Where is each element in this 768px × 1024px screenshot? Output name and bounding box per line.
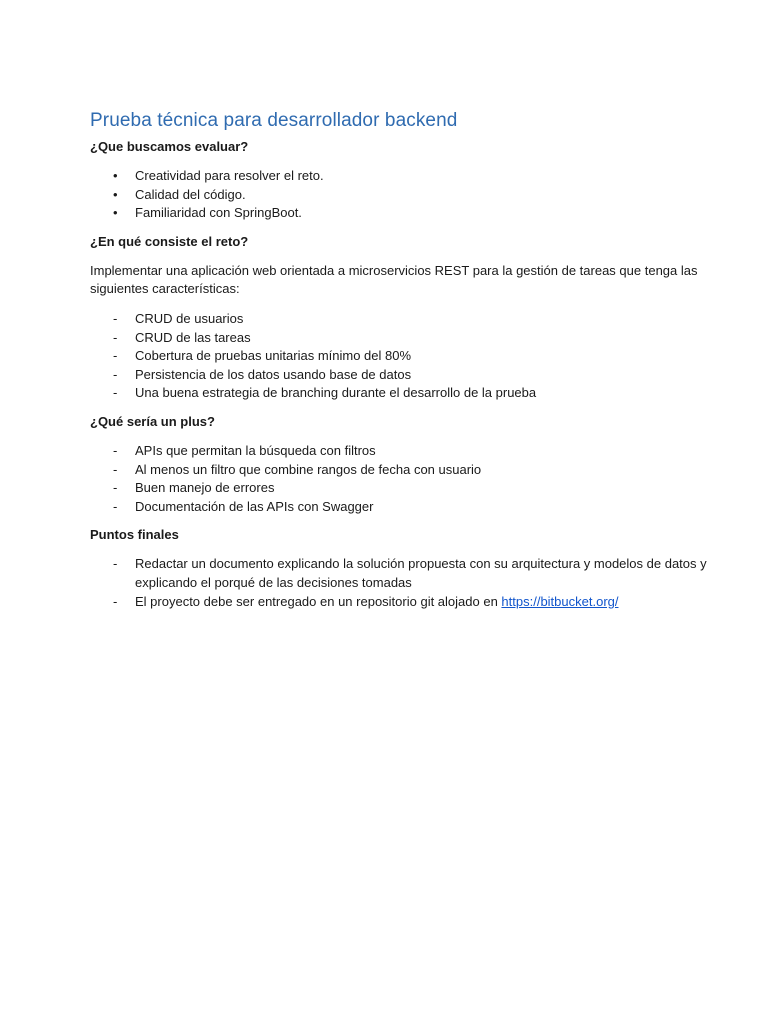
- section-heading-evaluar: ¿Que buscamos evaluar?: [90, 139, 249, 154]
- list-item: • Calidad del código.: [90, 186, 708, 205]
- dash-marker: -: [113, 310, 118, 326]
- list-item: - Buen manejo de errores: [90, 479, 708, 498]
- dash-marker: -: [113, 442, 118, 458]
- plus-list: [90, 442, 708, 516]
- dash-marker: -: [113, 556, 118, 572]
- list-item: - Persistencia de los datos usando base de datos: [90, 366, 708, 385]
- list-item: - Cobertura de pruebas unitarias mínimo del 80%: [90, 347, 708, 366]
- dash-marker: -: [113, 329, 118, 345]
- list-item: - CRUD de las tareas: [90, 329, 708, 348]
- reto-list: [90, 310, 708, 403]
- section-heading-reto: ¿En qué consiste el reto?: [90, 233, 249, 249]
- evaluar-list: [90, 167, 708, 223]
- list-item: • Familiaridad con SpringBoot.: [90, 204, 708, 223]
- list-item: - Redactar un documento explicando la solución propuesta con su arquitectura y modelos de datos y explicando el porqué de las decisiones tomadas: [113, 556, 707, 590]
- reto-intro: Implementar una aplicación web orientada a microservicios REST para la gestión de tareas que tenga las siguientes características:: [90, 262, 698, 297]
- dash-marker: -: [113, 348, 118, 364]
- section-heading-plus: ¿Qué sería un plus?: [90, 413, 215, 429]
- bullet-marker: •: [113, 205, 118, 221]
- list-item: - APIs que permitan la búsqueda con filtros: [90, 442, 708, 461]
- repo-text: El proyecto debe ser entregado en un repositorio git alojado en: [135, 593, 502, 609]
- dash-marker: -: [113, 498, 118, 514]
- list-item: • Creatividad para resolver el reto.: [90, 167, 708, 186]
- bitbucket-link[interactable]: https://bitbucket.org/: [501, 593, 619, 609]
- list-item: [90, 593, 708, 612]
- dash-marker: -: [113, 593, 118, 609]
- list-item: - Una buena estrategia de branching durante el desarrollo de la prueba: [90, 384, 708, 403]
- bullet-marker: •: [113, 168, 118, 183]
- dash-marker: -: [113, 366, 118, 382]
- finales-list: [90, 555, 708, 611]
- list-item: - Al menos un filtro que combine rangos de fecha con usuario: [90, 461, 708, 480]
- dash-marker: -: [113, 385, 118, 401]
- dash-marker: -: [113, 480, 118, 496]
- dash-marker: -: [113, 461, 118, 477]
- list-item: - CRUD de usuarios: [90, 310, 708, 329]
- document-title: Prueba técnica para desarrollador backend: [90, 110, 458, 131]
- bullet-marker: •: [113, 186, 118, 202]
- list-item: - Documentación de las APIs con Swagger: [90, 498, 708, 517]
- section-heading-finales: Puntos finales: [90, 527, 179, 543]
